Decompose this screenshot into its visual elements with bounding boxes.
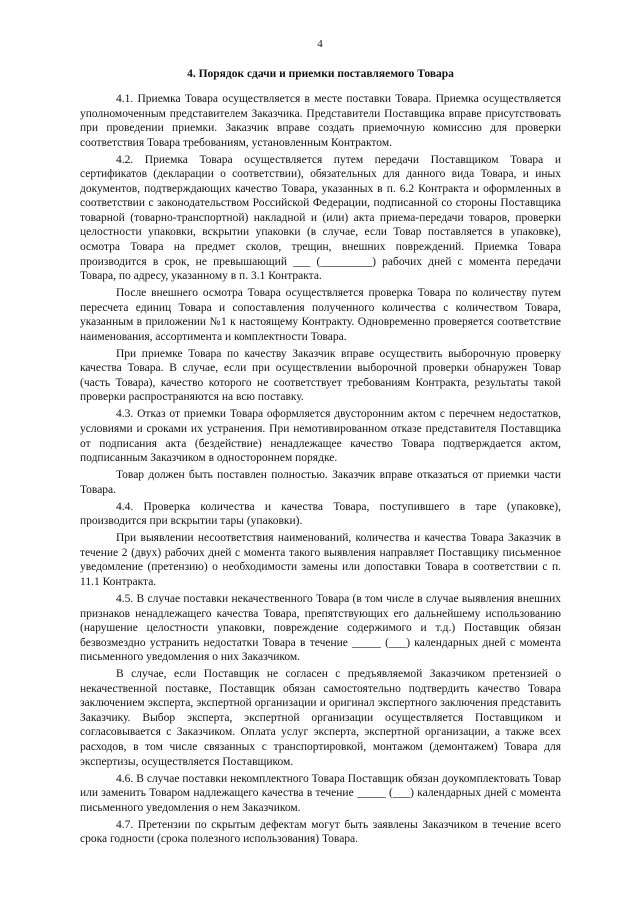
paragraph-4-3: 4.3. Отказ от приемки Товара оформляется двусторонним актом с перечнем недостатков, условиями и сроками их устранения. При немотивированном отказе представителя Поставщика от подписания акта (бездействие) ненадлежащее качество Товара подтверждается актом, подписанным Заказчиком в одностороннем порядке. xyxy=(80,408,561,465)
paragraph-4-4: 4.4. Проверка количества и качества Товара, поступившего в таре (упаковке), производится при вскрытии тары (упаковки). xyxy=(80,500,561,528)
paragraph-4-5: 4.5. В случае поставки некачественного Товара (в том числе в случае выявления внешних признаков ненадлежащего качества Товара, препятствующих его дальнейшему использованию (нарушение целостности упаковки, повреждение содержимого и т.д.) Поставщик обязан безвозмездно устранить недостатки Товара в течение _____ (___) календарных дней с момента письменного уведомления о них Заказчиком. xyxy=(80,593,561,664)
paragraph-quality-check: При приемке Товара по качеству Заказчик вправе осуществить выборочную проверку качества Товара. В случае, если при осуществлении выборочной проверки обнаружен Товар (часть Товара), качество которого не соответствует требованиям Контракта, результаты такой проверки распространяются на всю поставку. xyxy=(80,347,561,404)
paragraph-full-delivery: Товар должен быть поставлен полностью. Заказчик вправе отказаться от приемки части Товара. xyxy=(80,469,561,496)
section-body xyxy=(80,92,561,849)
paragraph-4-2: 4.2. Приемка Товара осуществляется путем передачи Поставщиком Товара и сертификатов (декларации о соответствии), обязательных для данного вида Товара, и иных документов, подтверждающих качество Товара, указанных в п. 6.2 Контракта и оформленных в соответствии с законодательством Российской Федерации, подписанной со стороны Поставщика товарной (товарно-транспортной) накладной и (или) акта приема-передачи товаров, проверки целостности упаковки, вскрытии упаковки (в случае, если Товар поставляется в упаковке), осмотра Товара на предмет сколов, трещин, внешних повреждений. Приемка Товара производится в срок, не превышающий ___ (_________) рабочих дней с момента передачи Товара, по адресу, указанному в п. 3.1 Контракта. xyxy=(80,153,561,283)
paragraph-mismatch-notice: При выявлении несоответствия наименований, количества и качества Товара Заказчик в течение 2 (двух) рабочих дней с момента такого выявления направляет Поставщику письменное уведомление (претензию) о необходимости замены или допоставки Товара в соответствии с п. 11.1 Контракта. xyxy=(80,532,561,588)
paragraph-4-1: 4.1. Приемка Товара осуществляется в месте поставки Товара. Приемка осуществляется уполномоченным представителем Заказчика. Представители Поставщика вправе присутствовать при проведении приемки. Заказчик вправе создать приемочную комиссию для проверки соответствия Товара требованиям, установленным Контрактом. xyxy=(80,93,561,149)
paragraph-quantity-check: После внешнего осмотра Товара осуществляется проверка Товара по количеству путем пересчета единиц Товара и сопоставления полученного количества с количеством Товара, указанным в приложении №1 к настоящему Контракту. Одновременно проверяется соответствие наименования, ассортимента и комплектности Товара. xyxy=(80,287,561,343)
paragraph-4-7: 4.7. Претензии по скрытым дефектам могут быть заявлены Заказчиком в течение всего срока годности (срока полезного использования) Товара. xyxy=(80,818,561,846)
page-number: 4 xyxy=(317,38,323,50)
paragraph-4-6: 4.6. В случае поставки некомплектного Товара Поставщик обязан доукомплектовать Товар или заменить Товаром надлежащего качества в течение _____ (___) календарных дней с момента письменного уведомления о нем Заказчиком. xyxy=(80,772,561,814)
paragraph-expertise: В случае, если Поставщик не согласен с предъявляемой Заказчиком претензией о некачественной поставке, Поставщик обязан самостоятельно подтвердить качество Товара заключением эксперта, экспертной организации и оригинал экспертного заключения представить Заказчику. Выбор эксперта, экспертной организации осуществляется Поставщиком и согласовывается с Заказчиком. Оплата услуг эксперта, экспертной организации, а также всех расходов, в том числе связанных с транспортировкой, монтажом (демонтажем) Товара для экспертизы, осуществляется Поставщиком. xyxy=(80,668,561,768)
section-title: 4. Порядок сдачи и приемки поставляемого Товара xyxy=(187,68,454,80)
